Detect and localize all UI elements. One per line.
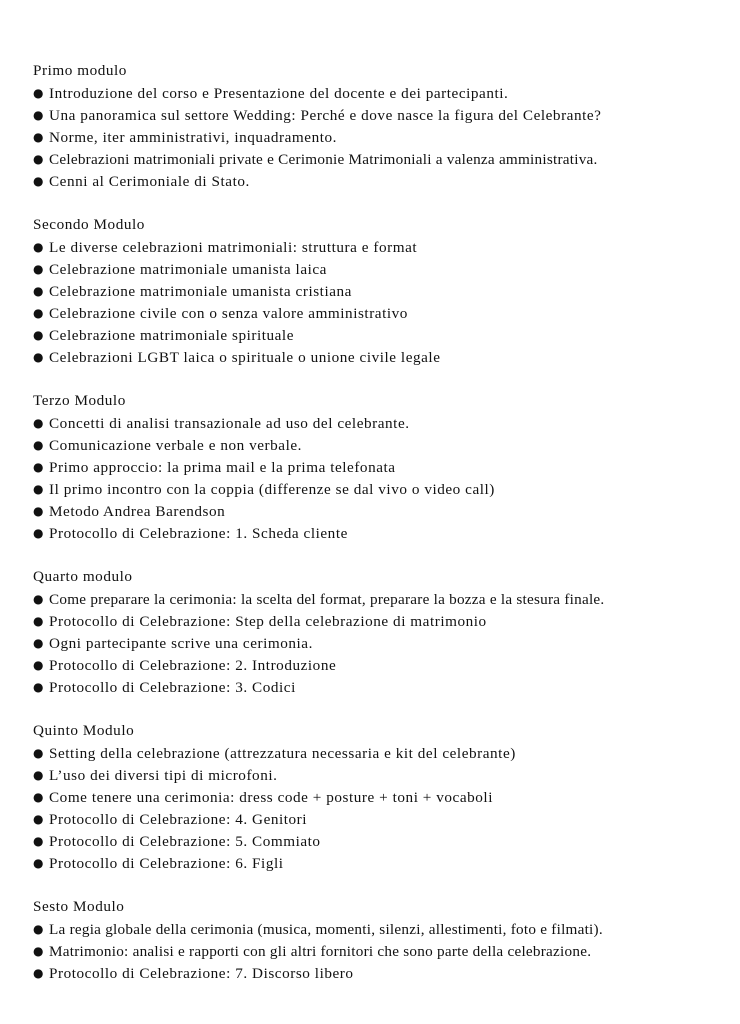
bullet-icon: ● — [33, 790, 45, 804]
bullet-icon: ● — [33, 614, 45, 628]
list-item — [33, 852, 733, 874]
list-item — [33, 412, 733, 434]
list-item-text: Concetti di analisi transazionale ad uso del celebrante. — [49, 415, 410, 432]
bullet-icon: ● — [33, 152, 44, 166]
module-3 — [33, 390, 733, 544]
list-item-text: Il primo incontro con la coppia (differenze se dal vivo o video call) — [49, 481, 495, 498]
list-item — [33, 808, 733, 830]
list-item-text: L’uso dei diversi tipi di microfoni. — [49, 767, 278, 784]
bullet-icon: ● — [33, 328, 45, 342]
bullet-icon: ● — [33, 262, 45, 276]
list-item-text: Protocollo di Celebrazione: 1. Scheda cliente — [49, 525, 348, 542]
bullet-icon: ● — [33, 130, 45, 144]
list-item-text: Protocollo di Celebrazione: 5. Commiato — [49, 833, 321, 850]
list-item-text: Celebrazione civile con o senza valore amministrativo — [49, 305, 408, 322]
list-item — [33, 632, 733, 654]
list-item-text: Cenni al Cerimoniale di Stato. — [49, 173, 250, 190]
list-item-text: Protocollo di Celebrazione: 7. Discorso libero — [49, 965, 354, 982]
module-title: Primo modulo — [33, 62, 127, 79]
list-item — [33, 456, 733, 478]
list-item — [33, 302, 733, 324]
list-item — [33, 280, 733, 302]
bullet-icon: ● — [33, 350, 45, 364]
list-item — [33, 478, 733, 500]
list-item-text: Le diverse celebrazioni matrimoniali: struttura e format — [49, 239, 418, 256]
module-4 — [33, 566, 733, 698]
bullet-icon: ● — [33, 746, 45, 760]
list-item-text: Celebrazione matrimoniale spirituale — [49, 327, 294, 344]
list-item — [33, 764, 733, 786]
list-item — [33, 522, 733, 544]
list-item — [33, 104, 733, 126]
list-item-text: Celebrazioni matrimoniali private e Cerimonie Matrimoniali a valenza amministrativa. — [49, 151, 598, 168]
bullet-icon: ● — [33, 944, 44, 958]
bullet-icon: ● — [33, 284, 45, 298]
list-item — [33, 786, 733, 808]
bullet-icon: ● — [33, 438, 45, 452]
list-item-text: Protocollo di Celebrazione: Step della celebrazione di matrimonio — [49, 613, 487, 630]
list-item-text: Primo approccio: la prima mail e la prima telefonata — [49, 459, 396, 476]
list-item-text: Protocollo di Celebrazione: 3. Codici — [49, 679, 296, 696]
module-title: Terzo Modulo — [33, 392, 126, 409]
bullet-icon: ● — [33, 416, 45, 430]
bullet-icon: ● — [33, 526, 45, 540]
list-item — [33, 82, 733, 104]
module-title: Sesto Modulo — [33, 898, 125, 915]
bullet-icon: ● — [33, 922, 44, 936]
list-item — [33, 676, 733, 698]
module-title: Quarto modulo — [33, 568, 133, 585]
list-item — [33, 126, 733, 148]
course-program-document — [33, 60, 733, 1006]
list-item-text: Celebrazioni LGBT laica o spirituale o unione civile legale — [49, 349, 441, 366]
bullet-icon: ● — [33, 174, 45, 188]
list-item — [33, 830, 733, 852]
bullet-icon: ● — [33, 680, 45, 694]
list-item — [33, 742, 733, 764]
bullet-icon: ● — [33, 812, 45, 826]
list-item-text: Come preparare la cerimonia: la scelta del format, preparare la bozza e la stesura finale. — [49, 591, 605, 608]
list-item-text: Celebrazione matrimoniale umanista cristiana — [49, 283, 352, 300]
list-item — [33, 236, 733, 258]
bullet-icon: ● — [33, 834, 45, 848]
list-item-text: Una panoramica sul settore Wedding: Perché e dove nasce la figura del Celebrante? — [49, 107, 602, 124]
list-item-text: Protocollo di Celebrazione: 6. Figli — [49, 855, 284, 872]
list-item-text: Setting della celebrazione (attrezzatura necessaria e kit del celebrante) — [49, 745, 516, 762]
bullet-icon: ● — [33, 592, 44, 606]
list-item-text: Comunicazione verbale e non verbale. — [49, 437, 302, 454]
list-item-text: Metodo Andrea Barendson — [49, 503, 226, 520]
list-item-text: Norme, iter amministrativi, inquadramento. — [49, 129, 337, 146]
module-5 — [33, 720, 733, 874]
bullet-icon: ● — [33, 856, 45, 870]
list-item — [33, 962, 733, 984]
list-item — [33, 324, 733, 346]
bullet-icon: ● — [33, 86, 45, 100]
list-item — [33, 940, 733, 962]
list-item-text: Protocollo di Celebrazione: 2. Introduzione — [49, 657, 337, 674]
bullet-icon: ● — [33, 636, 45, 650]
module-2 — [33, 214, 733, 368]
module-1 — [33, 60, 733, 192]
list-item — [33, 258, 733, 280]
bullet-icon: ● — [33, 306, 45, 320]
list-item — [33, 588, 733, 610]
list-item-text: Ogni partecipante scrive una cerimonia. — [49, 635, 313, 652]
list-item — [33, 500, 733, 522]
bullet-icon: ● — [33, 658, 45, 672]
bullet-icon: ● — [33, 482, 45, 496]
module-title: Quinto Modulo — [33, 722, 135, 739]
list-item — [33, 654, 733, 676]
list-item-text: Come tenere una cerimonia: dress code + posture + toni + vocaboli — [49, 789, 493, 806]
module-6 — [33, 896, 733, 984]
bullet-icon: ● — [33, 966, 45, 980]
list-item — [33, 148, 733, 170]
module-title: Secondo Modulo — [33, 216, 145, 233]
list-item — [33, 434, 733, 456]
list-item-text: Protocollo di Celebrazione: 4. Genitori — [49, 811, 308, 828]
bullet-icon: ● — [33, 504, 45, 518]
list-item-text: Introduzione del corso e Presentazione del docente e dei partecipanti. — [49, 85, 509, 102]
bullet-icon: ● — [33, 108, 45, 122]
bullet-icon: ● — [33, 768, 45, 782]
bullet-icon: ● — [33, 460, 45, 474]
list-item — [33, 918, 733, 940]
list-item — [33, 346, 733, 368]
list-item-text: Matrimonio: analisi e rapporti con gli altri fornitori che sono parte della celebrazione. — [49, 943, 592, 960]
list-item-text: La regia globale della cerimonia (musica, momenti, silenzi, allestimenti, foto e filmati). — [49, 921, 603, 938]
list-item — [33, 170, 733, 192]
list-item-text: Celebrazione matrimoniale umanista laica — [49, 261, 327, 278]
list-item — [33, 610, 733, 632]
bullet-icon: ● — [33, 240, 45, 254]
